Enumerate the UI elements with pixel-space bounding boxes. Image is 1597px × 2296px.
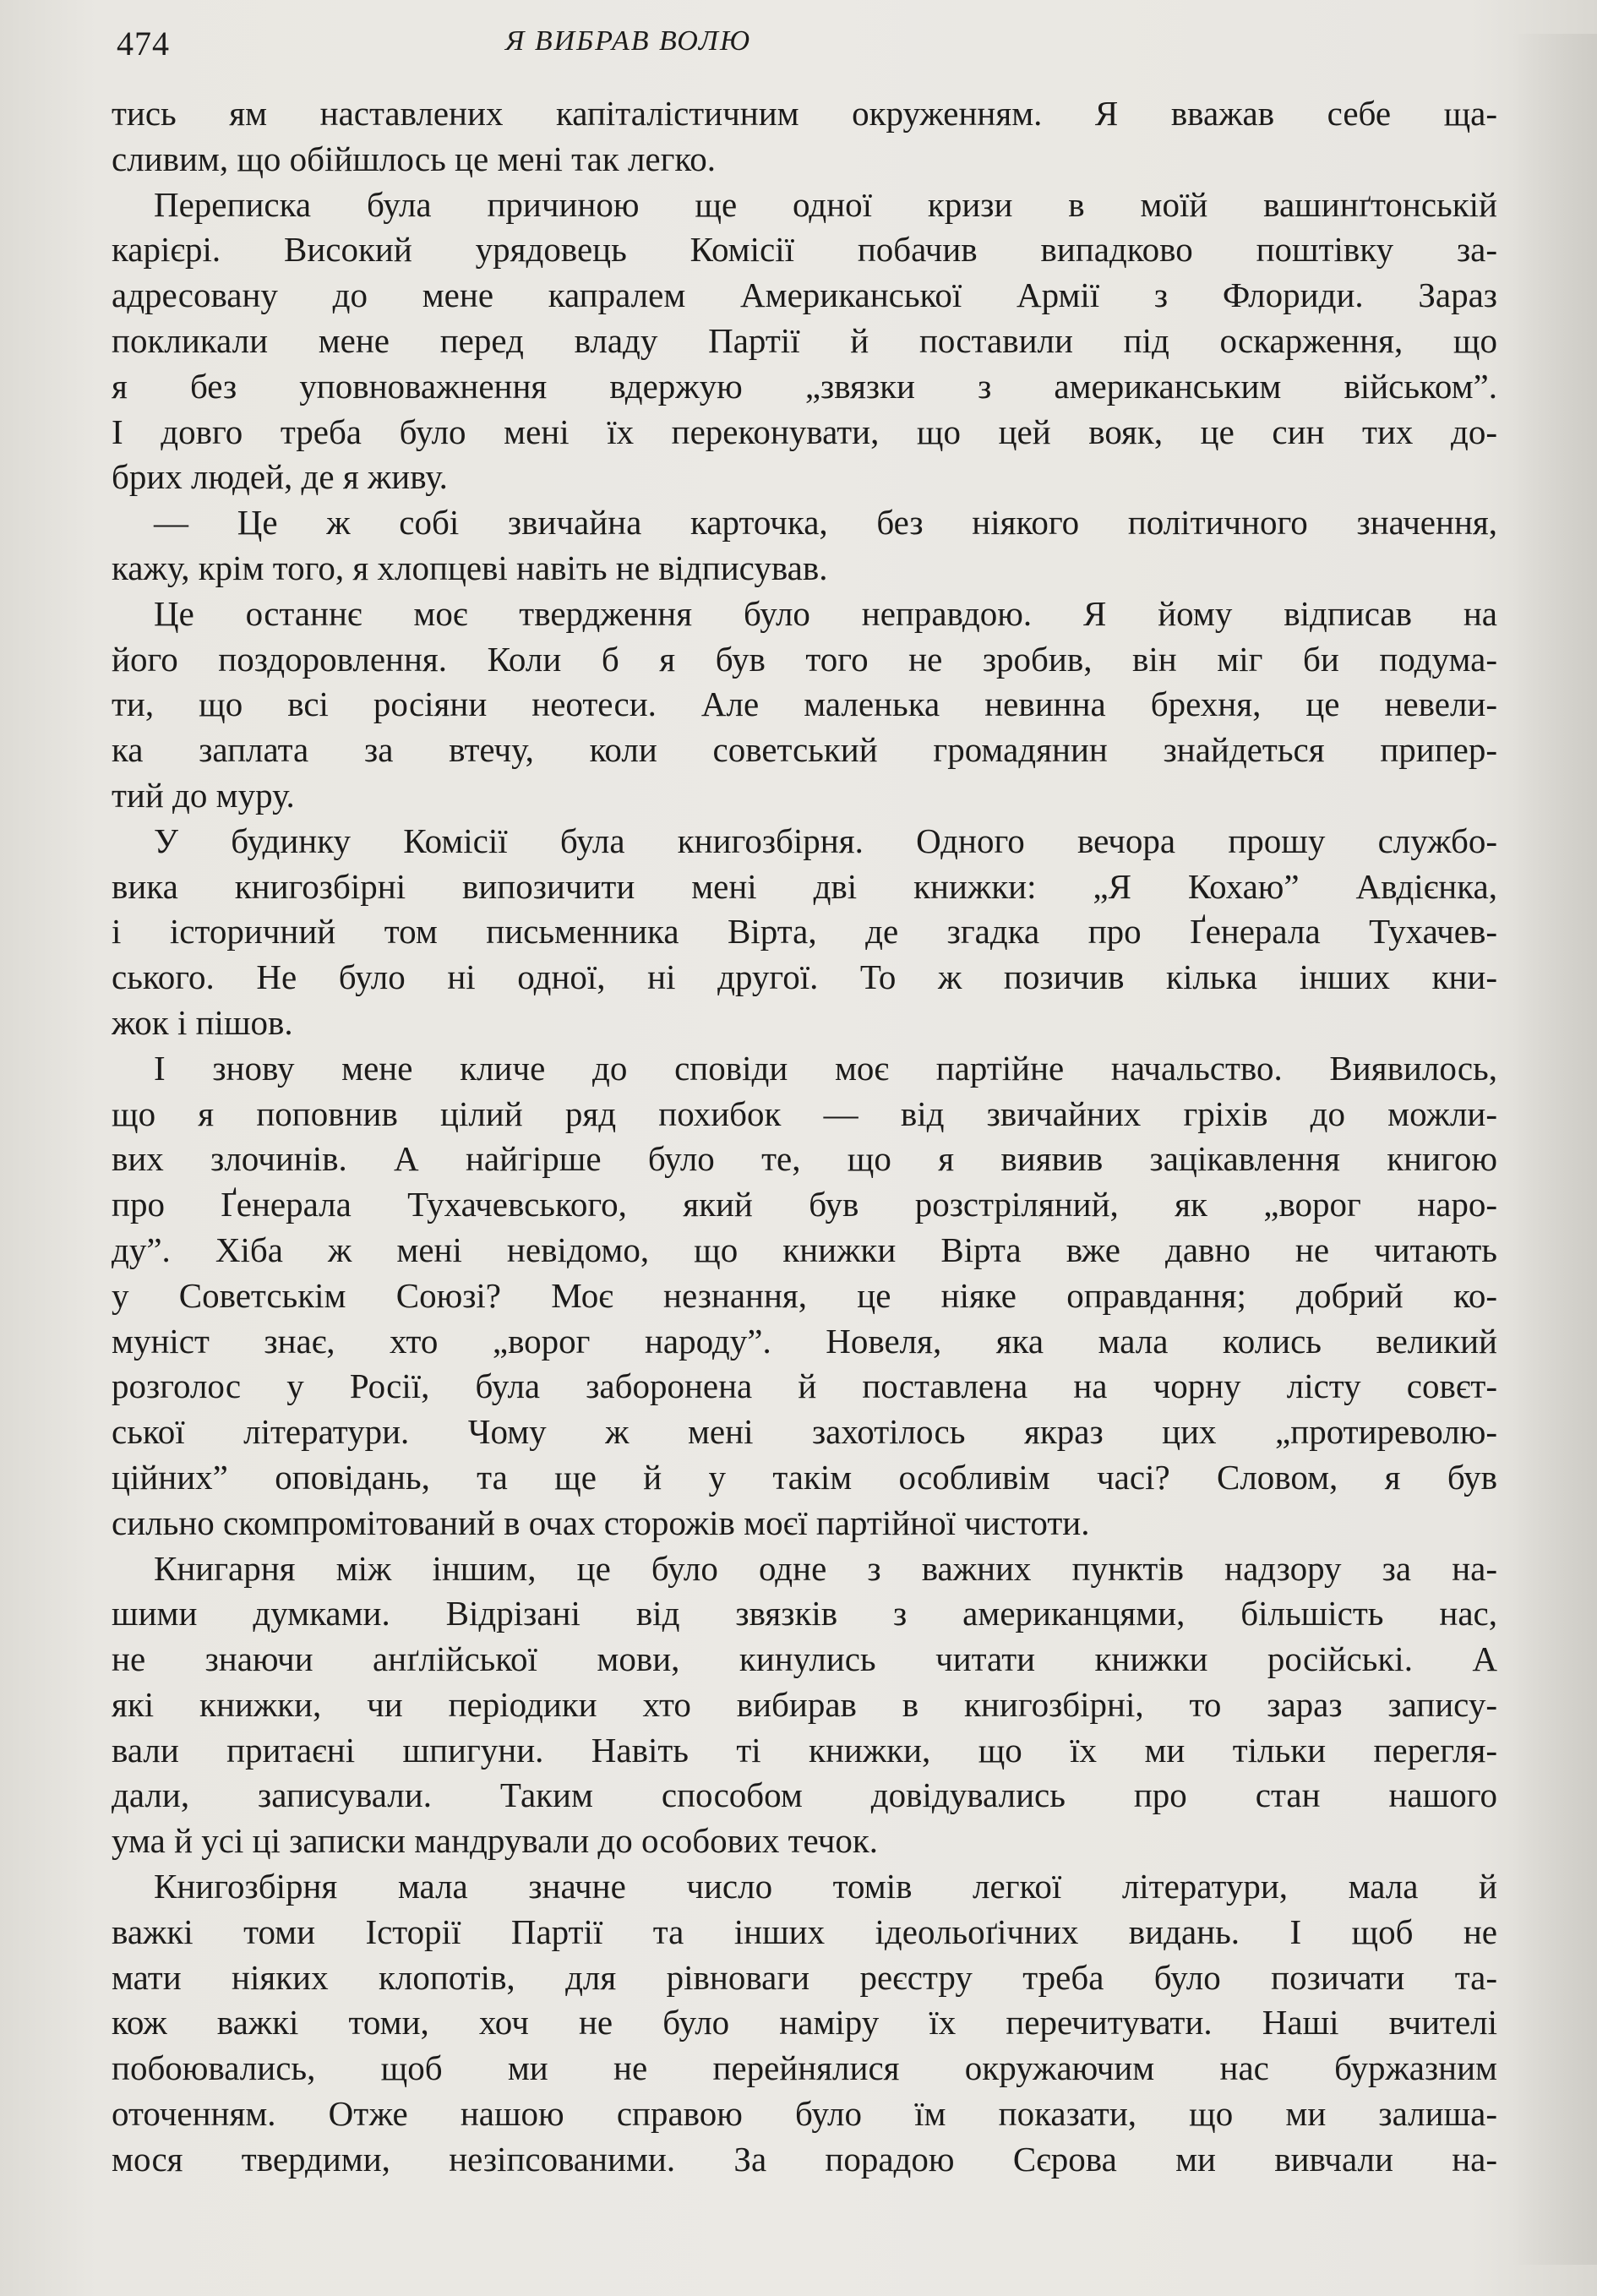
text-line: ду”. Хіба ж мені невідомо, що книжки Вірта вже давно не читають bbox=[112, 1230, 1497, 1269]
text-line: І довго треба було мені їх переконувати, що цей вояк, це син тих до- bbox=[112, 412, 1497, 451]
text-line: дали, записували. Таким способом довідувались про стан нашого bbox=[112, 1775, 1497, 1815]
text-line: не знаючи анґлійської мови, кинулись читати книжки російські. А bbox=[112, 1639, 1497, 1679]
text-line: його поздоровлення. Коли б я був того не зробив, він міг би подума- bbox=[112, 639, 1497, 679]
text-line: шими думками. Відрізані від звязків з американцями, більшість нас, bbox=[112, 1594, 1497, 1633]
text-line: ського. Не було ні одної, ні другої. То ж позичив кілька інших кни- bbox=[112, 957, 1497, 997]
text-line: У будинку Комісії була книгозбірня. Одного вечора прошу службо- bbox=[154, 821, 1497, 860]
page-header bbox=[117, 24, 1502, 71]
text-line: у Советськім Союзі? Моє незнання, це ніяке оправдання; добрий ко- bbox=[112, 1275, 1497, 1315]
text-line: ської літератури. Чому ж мені захотілось якраз цих „протиреволю- bbox=[112, 1412, 1497, 1452]
text-line: І знову мене кличе до сповіди моє партійне начальство. Виявилось, bbox=[154, 1048, 1497, 1088]
page-edge-shadow bbox=[1513, 34, 1597, 2265]
text-line: мати ніяких клопотів, для рівноваги реєстру треба було позичати та- bbox=[112, 1957, 1497, 1997]
text-line: які книжки, чи періодики хто вибирав в книгозбірні, то зараз запису- bbox=[112, 1684, 1497, 1724]
text-line: Переписка була причиною ще одної кризи в моїй вашинґтонській bbox=[154, 184, 1497, 224]
text-line: Книгарня між іншим, це було одне з важних пунктів надзору за на- bbox=[154, 1548, 1497, 1588]
text-line: мося твердими, незіпсованими. За порадою Сєрова ми вивчали на- bbox=[112, 2139, 1497, 2179]
text-line: ума й усі ці записки мандрували до особових течок. bbox=[112, 1821, 879, 1861]
text-line: сливим, що обійшлось це мені так легко. bbox=[112, 139, 717, 178]
text-line: кажу, крім того, я хлопцеві навіть не відписував. bbox=[112, 548, 828, 587]
body-text bbox=[112, 91, 1497, 2183]
text-line: розголос у Росії, була заборонена й поставлена на чорну лісту совєт- bbox=[112, 1366, 1497, 1406]
text-line: ти, що всі росіяни неотеси. Але маленька невинна брехня, це невели- bbox=[112, 684, 1497, 724]
text-line: муніст знає, хто „ворог народу”. Новеля, яка мала колись великий bbox=[112, 1321, 1497, 1361]
text-line: важкі томи Історії Партії та інших ідеольоґічних видань. І щоб не bbox=[112, 1912, 1497, 1951]
text-line: адресовану до мене капралем Американської Армії з Флориди. Зараз bbox=[112, 275, 1497, 315]
text-line: брих людей, де я живу. bbox=[112, 457, 448, 497]
text-line: сильно скомпромітований в очах сторожів моєї партійної чистоти. bbox=[112, 1502, 1090, 1542]
text-line: — Це ж собі звичайна карточка, без ніякого політичного значення, bbox=[154, 503, 1497, 543]
text-line: оточенням. Отже нашою справою було їм показати, що ми залиша- bbox=[112, 2094, 1497, 2134]
text-line: ка заплата за втечу, коли советський громадянин знайдеться припер- bbox=[112, 730, 1497, 770]
text-line: що я поповнив цілий ряд похибок — від звичайних гріхів до можли- bbox=[112, 1093, 1497, 1133]
text-line: тий до муру. bbox=[112, 775, 295, 815]
page-number: 474 bbox=[117, 25, 170, 63]
text-line: я без уповноважнення вдержую „звязки з американським військом”. bbox=[112, 366, 1497, 406]
text-line: вих злочинів. А найгірше було те, що я виявив зацікавлення книгою bbox=[112, 1139, 1497, 1179]
text-line: ційних” оповідань, та ще й у такім особливім часі? Словом, я був bbox=[112, 1457, 1497, 1497]
text-line: покликали мене перед владу Партії й поставили під оскарження, що bbox=[112, 320, 1497, 360]
text-line: про Ґенерала Тухачевського, який був розстріляний, як „ворог наро- bbox=[112, 1185, 1497, 1224]
text-line: вика книгозбірні випозичити мені дві книжки: „Я Кохаю” Авдієнка, bbox=[112, 866, 1497, 906]
text-line: кож важкі томи, хоч не було наміру їх перечитувати. Наші вчителі bbox=[112, 2003, 1497, 2042]
text-line: вали притаєні шпигуни. Навіть ті книжки, що їх ми тільки перегля- bbox=[112, 1730, 1497, 1770]
text-line: тись ям наставлених капіталістичним окруженням. Я вважав себе ща- bbox=[112, 94, 1497, 133]
text-line: карієрі. Високий урядовець Комісії побачив випадково поштівку за- bbox=[112, 230, 1497, 270]
text-line: Книгозбірня мала значне число томів легкої літератури, мала й bbox=[154, 1867, 1497, 1906]
running-title: Я ВИБРАВ ВОЛЮ bbox=[505, 25, 752, 57]
text-line: побоювались, щоб ми не перейнялися окружаючим нас буржазним bbox=[112, 2048, 1497, 2088]
text-line: жок і пішов. bbox=[112, 1002, 293, 1042]
text-line: Це останнє моє твердження було неправдою. Я йому відписав на bbox=[154, 593, 1497, 633]
text-line: і історичний том письменника Вірта, де згадка про Ґенерала Тухачев- bbox=[112, 912, 1497, 952]
